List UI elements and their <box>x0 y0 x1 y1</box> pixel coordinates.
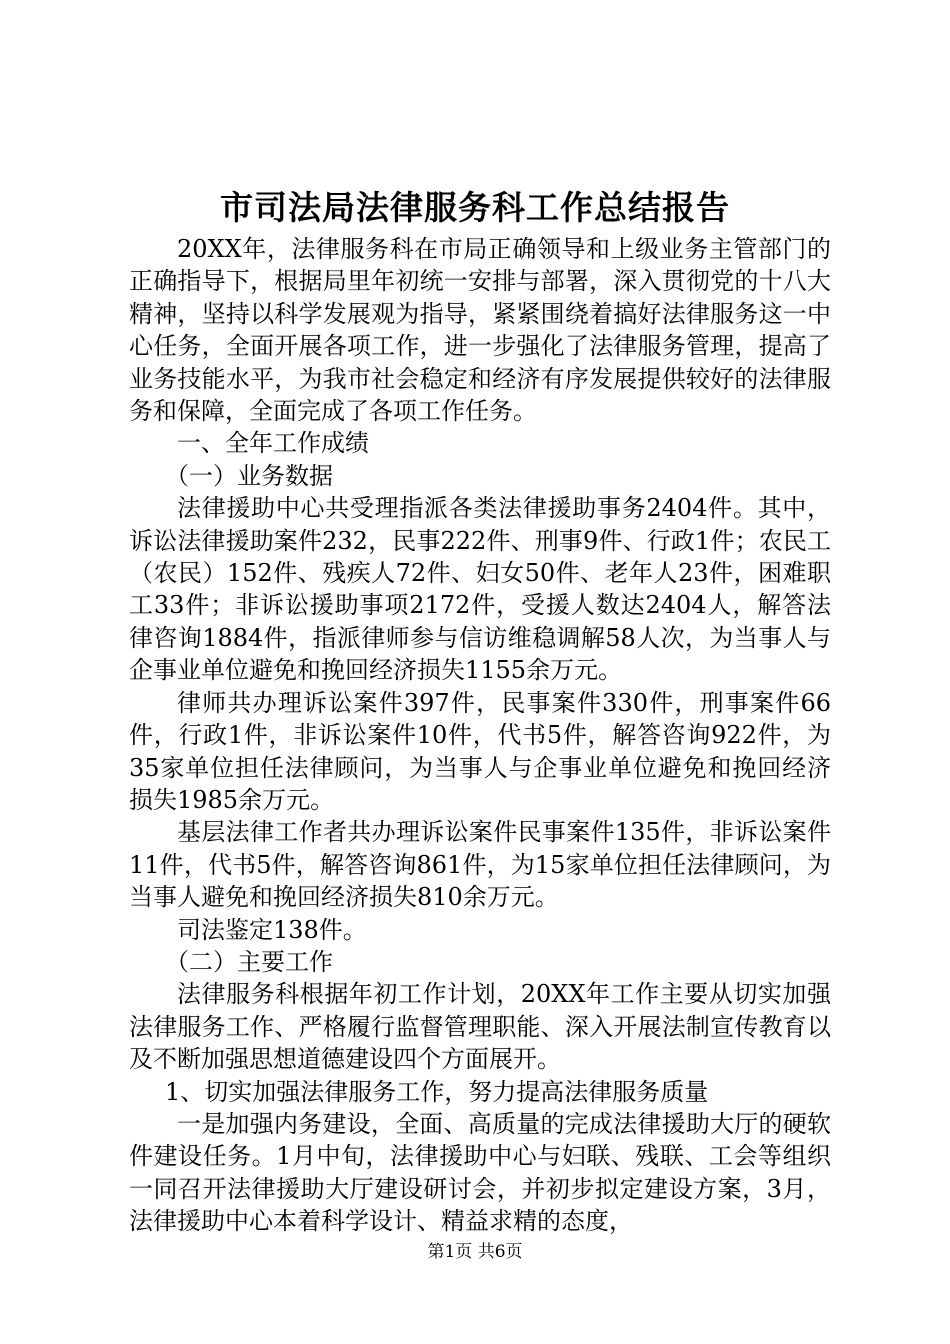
paragraph-legal-aid: 法律援助中心共受理指派各类法律援助事务2404件。其中，诉讼法律援助案件232，民事222件、刑事9件、行政1件；农民工（农民）152件、残疾人72件、妇女50件、老年人23件，困难职工33件；非诉讼援助事项2172件，受援人数达2404人，解答法律咨询1884件，指派律师参与信访维稳调解58人次，为当事人与企事业单位避免和挽回经济损失1155余万元。 <box>129 494 831 685</box>
paragraph-intro: 20XX年，法律服务科在市局正确领导和上级业务主管部门的正确指导下，根据局里年初统一安排与部署，深入贯彻党的十八大精神，坚持以科学发展观为指导，紧紧围绕着搞好法律服务这一中心任务，全面开展各项工作，进一步强化了法律服务管理，提高了业务技能水平，为我市社会稳定和经济有序发展提供较好的法律服务和保障，全面完成了各项工作任务。 <box>129 235 831 426</box>
paragraph-grassroots-workers: 基层法律工作者共办理诉讼案件民事案件135件，非诉讼案件11件，代书5件，解答咨询861件，为15家单位担任法律顾问，为当事人避免和挽回经济损失810余万元。 <box>129 818 831 912</box>
item-heading-legal-service: 1、切实加强法律服务工作，努力提高法律服务质量 <box>165 1077 709 1106</box>
paragraph-lawyers: 律师共办理诉讼案件397件，民事案件330件，刑事案件66件，行政1件，非诉讼案件10件，代书5件，解答咨询922件，为35家单位担任法律顾问，为当事人与企事业单位避免和挽回经济损失1985余万元。 <box>129 688 831 814</box>
paragraph-internal-construction: 一是加强内务建设，全面、高质量的完成法律援助大厅的硬软件建设任务。1月中旬，法律援助中心与妇联、残联、工会等组织一同召开法律援助大厅建设研讨会，并初步拟定建设方案，3月，法律援助中心本着科学设计、精益求精的态度， <box>129 1109 831 1236</box>
paragraph-work-plan: 法律服务科根据年初工作计划，20XX年工作主要从切实加强法律服务工作、严格履行监督管理职能、深入开展法制宣传教育以及不断加强思想道德建设四个方面展开。 <box>129 980 831 1074</box>
paragraph-judicial-appraisal: 司法鉴定138件。 <box>177 915 367 944</box>
subsection-heading-main-work: （二）主要工作 <box>165 947 333 976</box>
subsection-heading-business-data: （一）业务数据 <box>165 461 333 490</box>
section-heading-achievements: 一、全年工作成绩 <box>177 429 369 458</box>
document-title: 市司法局法律服务科工作总结报告 <box>220 188 730 227</box>
document-body <box>129 233 831 1238</box>
page-footer: 第1页 共6页 <box>427 1242 523 1262</box>
